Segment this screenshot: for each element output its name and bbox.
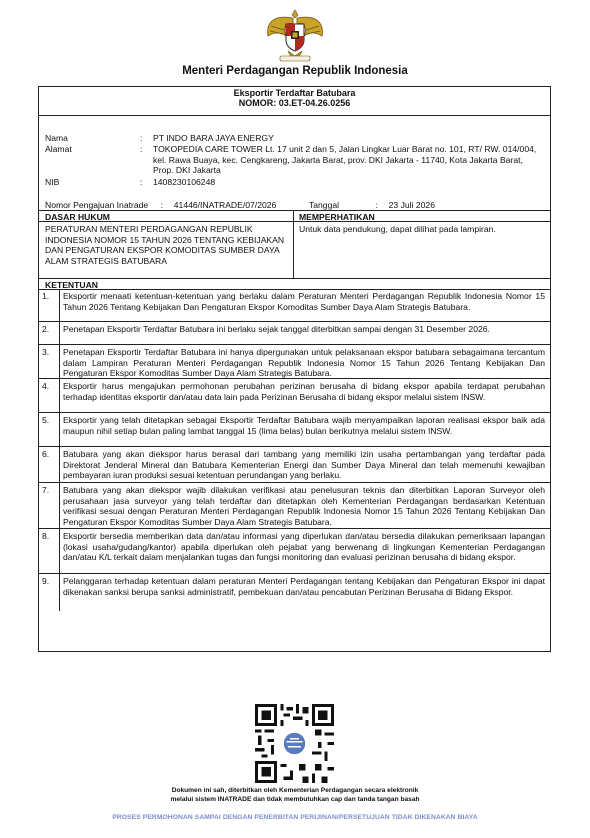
garuda-emblem-icon bbox=[262, 6, 328, 62]
qr-code-icon bbox=[255, 704, 334, 783]
document-number: NOMOR: 03.ET-04.26.0256 bbox=[238, 98, 351, 108]
divider bbox=[38, 210, 551, 211]
legal-basis-heading: DASAR HUKUM bbox=[45, 212, 110, 222]
provision-text: Eksportir harus mengajukan permohonan perubahan perizinan berusaha di bidang ekspor apabila terdapat perubahan terhadap identitas eksportir dan/atau data lain pada Perizinan Berusaha di bidang ekspor melalui sistem INSW. bbox=[63, 381, 545, 402]
submission-value: 41446/INATRADE/07/2026 bbox=[173, 200, 277, 210]
name-label: Nama bbox=[45, 133, 68, 143]
provision-number: 4. bbox=[42, 381, 50, 391]
date-value: 23 Juli 2026 bbox=[388, 200, 435, 210]
considering-text: Untuk data pendukung, dapat dilihat pada lampiran. bbox=[299, 224, 496, 234]
address-colon: : bbox=[140, 144, 143, 154]
provision-text: Eksportir bersedia memberikan data dan/atau informasi yang diperlukan dan/atau bersedia dilakukan pemeriksaan lapangan (lokasi usaha/gudang/kantor) apabila diperlukan oleh pejabat yang berwenang di lingkungan Kementerian Perdagangan dan/atau K/L terkait dalam menjalankan tugas dan fungsi monitoring dan evaluasi perizinan berusaha di bidang ekspor. bbox=[63, 531, 545, 562]
submission-label: Nomor Pengajuan Inatrade bbox=[45, 200, 149, 210]
provision-text: Penetapan Eksportir Terdaftar Batubara ini hanya dipergunakan untuk pelaksanaan ekspor batubara sebagaimana tercantum dalam Lampiran Peraturan Menteri Perdagangan Republik Indonesia Nomor 15 Tahun 2026 Tentang Kebijakan Dan Pengaturan Ekspor Komoditas Sumber Daya Alam Strategis Batubara. bbox=[63, 347, 545, 378]
provision-number: 6. bbox=[42, 449, 50, 459]
submission-reference: Nomor Pengajuan Inatrade : 41446/INATRADE/07/2026 Tanggal : 23 Juli 2026 bbox=[45, 200, 435, 210]
provision-text: Batubara yang akan diekspor harus berasal dari tambang yang memiliki izin usaha pertambangan yang terdaftar pada Direktorat Jenderal Mineral dan Batubara Kementerian Energi dan Sumber Daya Mineral dan telah memenuhi kewajiban pembayaran iuran produksi sesuai ketentuan perundangan yang berlaku. bbox=[63, 449, 545, 480]
validity-line-2: melalui sistem INATRADE dan tidak membutuhkan cap dan tanda tangan basah bbox=[170, 796, 420, 803]
divider bbox=[38, 278, 551, 279]
provision-number: 1. bbox=[42, 291, 50, 301]
ministry-title: Menteri Perdagangan Republik Indonesia bbox=[182, 65, 408, 77]
nib-label: NIB bbox=[45, 177, 60, 187]
provision-number: 3. bbox=[42, 347, 50, 357]
provision-text: Penetapan Eksportir Terdaftar Batubara ini berlaku sejak tanggal diterbitkan sampai dengan 31 Desember 2026. bbox=[63, 324, 490, 334]
provisions-heading: KETENTUAN bbox=[45, 280, 98, 290]
provision-number: 7. bbox=[42, 485, 50, 495]
address-value: TOKOPEDIA CARE TOWER Lt. 17 unit 2 dan 5, Jalan Lingkar Luar Barat no. 101, RT/ RW. 014/004, kel. Rawa Buaya, kec. Cengkareng, Jakarta Barat, prov. DKI Jakarta - 11740, Kota Jakarta Barat, Prop. DKI Jakarta bbox=[153, 144, 537, 175]
validity-note bbox=[0, 786, 590, 804]
document-header bbox=[38, 86, 551, 116]
column-divider bbox=[293, 210, 294, 278]
address-label: Alamat bbox=[45, 144, 72, 154]
name-value: PT INDO BARA JAYA ENERGY bbox=[153, 133, 274, 143]
free-of-charge-banner: PROSES PERMOHONAN SAMPAI DENGAN PENERBITAN PERIJINAN/PERSETUJUAN TIDAK DIKENAKAN BIAYA bbox=[112, 814, 478, 821]
name-colon: : bbox=[140, 133, 143, 143]
legal-basis-text: PERATURAN MENTERI PERDAGANGAN REPUBLIK INDONESIA NOMOR 15 TAHUN 2026 TENTANG KEBIJAKAN DAN PENGATURAN EKSPOR KOMODITAS SUMBER DAYA ALAM STRATEGIS BATUBARA bbox=[45, 224, 285, 266]
document-title: Eksportir Terdaftar Batubara bbox=[233, 88, 356, 98]
provision-number: 2. bbox=[42, 324, 50, 334]
provision-text: Eksportir yang telah ditetapkan sebagai Eksportir Terdaftar Batubara wajib menyampaikan laporan realisasi ekspor baik ada maupun nihil setiap bulan paling lambat tanggal 15 (lima belas) bulan berikutnya melalui sistem INSW. bbox=[63, 415, 545, 436]
provision-text: Eksportir menaati ketentuan-ketentuan yang berlaku dalam Peraturan Menteri Perdagangan Republik Indonesia Nomor 15 Tahun 2026 Tentang Kebijakan Dan Pengaturan Ekspor Komoditas Sumber Daya Alam Strategis Batubara. bbox=[63, 291, 545, 312]
provision-number: 8. bbox=[42, 531, 50, 541]
nib-colon: : bbox=[140, 177, 143, 187]
provision-number: 9. bbox=[42, 576, 50, 586]
date-label: Tanggal bbox=[308, 200, 340, 210]
provision-text: Pelanggaran terhadap ketentuan dalam peraturan Menteri Perdagangan tentang Kebijakan dan Pengaturan Ekspor ini dapat dikenakan sanksi berupa sanksi administratif, pembekuan dan/atau pencabutan Perizinan Berusaha di Bidang Ekspor. bbox=[63, 576, 545, 597]
divider bbox=[38, 221, 551, 222]
nib-value: 1408230106248 bbox=[153, 177, 216, 187]
validity-line-1: Dokumen ini sah, diterbitkan oleh Kementerian Perdagangan secara elektronik bbox=[171, 787, 419, 794]
provision-number: 5. bbox=[42, 415, 50, 425]
considering-heading: MEMPERHATIKAN bbox=[299, 212, 375, 222]
provision-text: Batubara yang akan diekspor wajib dilakukan verifikasi atau penelusuran teknis dan diterbitkan Laporan Surveyor oleh perusahaan jasa surveyor yang telah terdaftar dan ditetapkan oleh Kementerian Perdagangan berdasarkan Ketentuan verifikasi sesuai dengan Peraturan Menteri Perdagangan Republik Indonesia Nomor 15 Tahun 2026 Tentang Kebijakan Dan Pengaturan Ekspor Komoditas Sumber Daya Alam Strategis Batubara. bbox=[63, 485, 545, 527]
